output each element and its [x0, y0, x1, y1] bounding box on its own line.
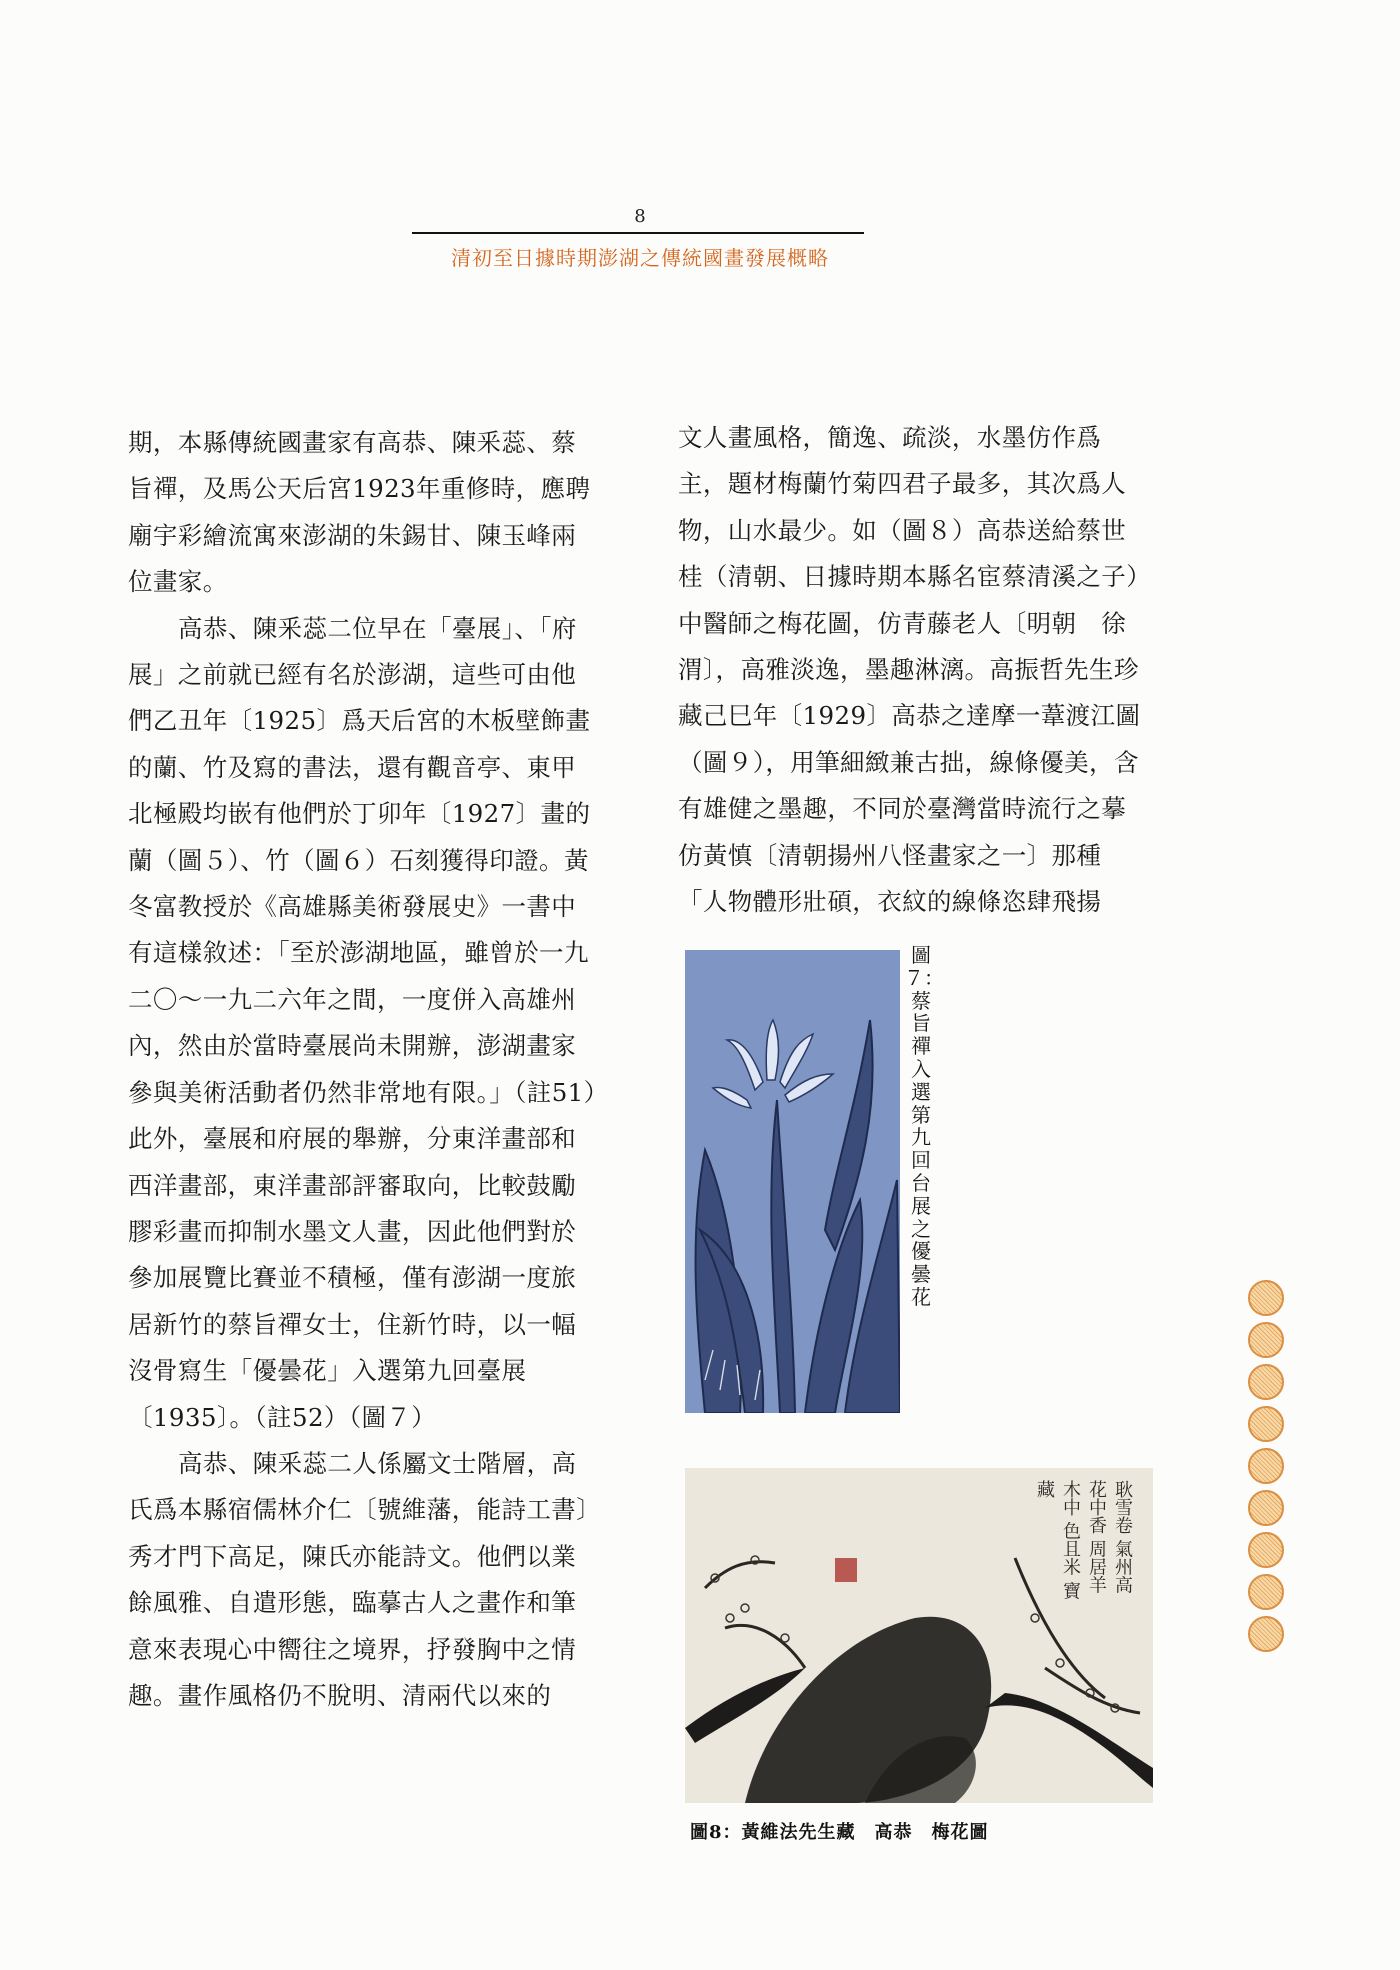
- seal-ornament-icon: [1248, 1490, 1284, 1526]
- red-seal-icon: [835, 1558, 857, 1582]
- seal-ornament-icon: [1248, 1364, 1284, 1400]
- paragraph: 文人畫風格，簡逸、疏淡，水墨仿作爲主，題材梅蘭竹菊四君子最多，其次爲人物，山水最少。如（圖８）高恭送給蔡世桂（清朝、日據時期本縣名宦蔡清溪之子）中醫師之梅花圖，仿青藤老人〔明朝 徐渭〕，高雅淡逸，墨趣淋漓。高振哲先生珍藏己巳年〔1929〕高恭之達摩一葦渡江圖（圖９），用筆細緻兼古拙，線條優美，含有雄健之墨趣，不同於臺灣當時流行之摹仿黃慎〔清朝揚州八怪畫家之一〕那種「人物體形壯碩，衣紋的線條恣肆飛揚: [678, 423, 1141, 917]
- seal-ornament-icon: [1248, 1280, 1284, 1316]
- decorative-seal-strip: [1246, 1280, 1288, 1658]
- figure-8-caption: 圖8：黃維法先生藏 高恭 梅花圖: [690, 1822, 989, 1843]
- left-text-column: [128, 420, 598, 1719]
- page-number: 8: [634, 206, 646, 227]
- figure-7-caption: 圖７：蔡旨禪入選第九回台展之優曇花: [904, 943, 944, 1309]
- paragraph: 期，本縣傳統國畫家有高恭、陳釆蕊、蔡旨禪，及馬公天后宮1923年重修時，應聘廟宇彩繪流寓來澎湖的朱錫甘、陳玉峰兩位畫家。: [128, 428, 591, 597]
- seal-ornament-icon: [1248, 1322, 1284, 1358]
- paragraph: 高恭、陳釆蕊二位早在「臺展」、「府展」之前就已經有名於澎湖，這些可由他們乙丑年〔1925〕爲天后宮的木板壁飾畫的蘭、竹及寫的書法，還有觀音亭、東甲北極殿均嵌有他們於丁卯年〔1927〕畫的蘭（圖５）、竹（圖６）石刻獲得印證。黃冬富教授於《高雄縣美術發展史》一書中有這樣敘述：「至於澎湖地區，雖曾於一九二〇～一九二六年之間，一度併入高雄州內，然由於當時臺展尚未開辦，澎湖畫家參與美術活動者仍然非常地有限。」（註51）此外，臺展和府展的舉辦，分東洋畫部和西洋畫部，東洋畫部評審取向，比較鼓勵膠彩畫而抑制水墨文人畫，因此他們對於參加展覽比賽並不積極，僅有澎湖一度旅居新竹的蔡旨禪女士，住新竹時，以一幅沒骨寫生「優曇花」入選第九回臺展〔1935〕。（註52）（圖７）: [128, 613, 597, 1432]
- figure-7-image: [685, 950, 900, 1413]
- seal-ornament-icon: [1248, 1616, 1284, 1652]
- running-title: 清初至日據時期澎湖之傳統國畫發展概略: [451, 246, 829, 270]
- header-rule: [412, 232, 864, 234]
- figure-8-image: [685, 1468, 1153, 1803]
- seal-ornament-icon: [1248, 1406, 1284, 1442]
- seal-ornament-icon: [1248, 1574, 1284, 1610]
- painting-inscription: 耿雪卷 氣州高 花中香 周居羊 木中 色且米 寶藏: [1034, 1480, 1133, 1600]
- udumbara-flower-painting: [685, 950, 900, 1413]
- paragraph: 高恭、陳釆蕊二人係屬文士階層，高氏爲本縣宿儒林介仁〔號維藩，能詩工書〕秀才門下高足，陳氏亦能詩文。他們以業餘風雅、自遣形態，臨摹古人之畫作和筆意來表現心中嚮往之境界，抒發胸中之情趣。畫作風格仍不脫明、清兩代以來的: [128, 1448, 589, 1710]
- seal-ornament-icon: [1248, 1448, 1284, 1484]
- right-text-column: [678, 415, 1148, 925]
- seal-ornament-icon: [1248, 1532, 1284, 1568]
